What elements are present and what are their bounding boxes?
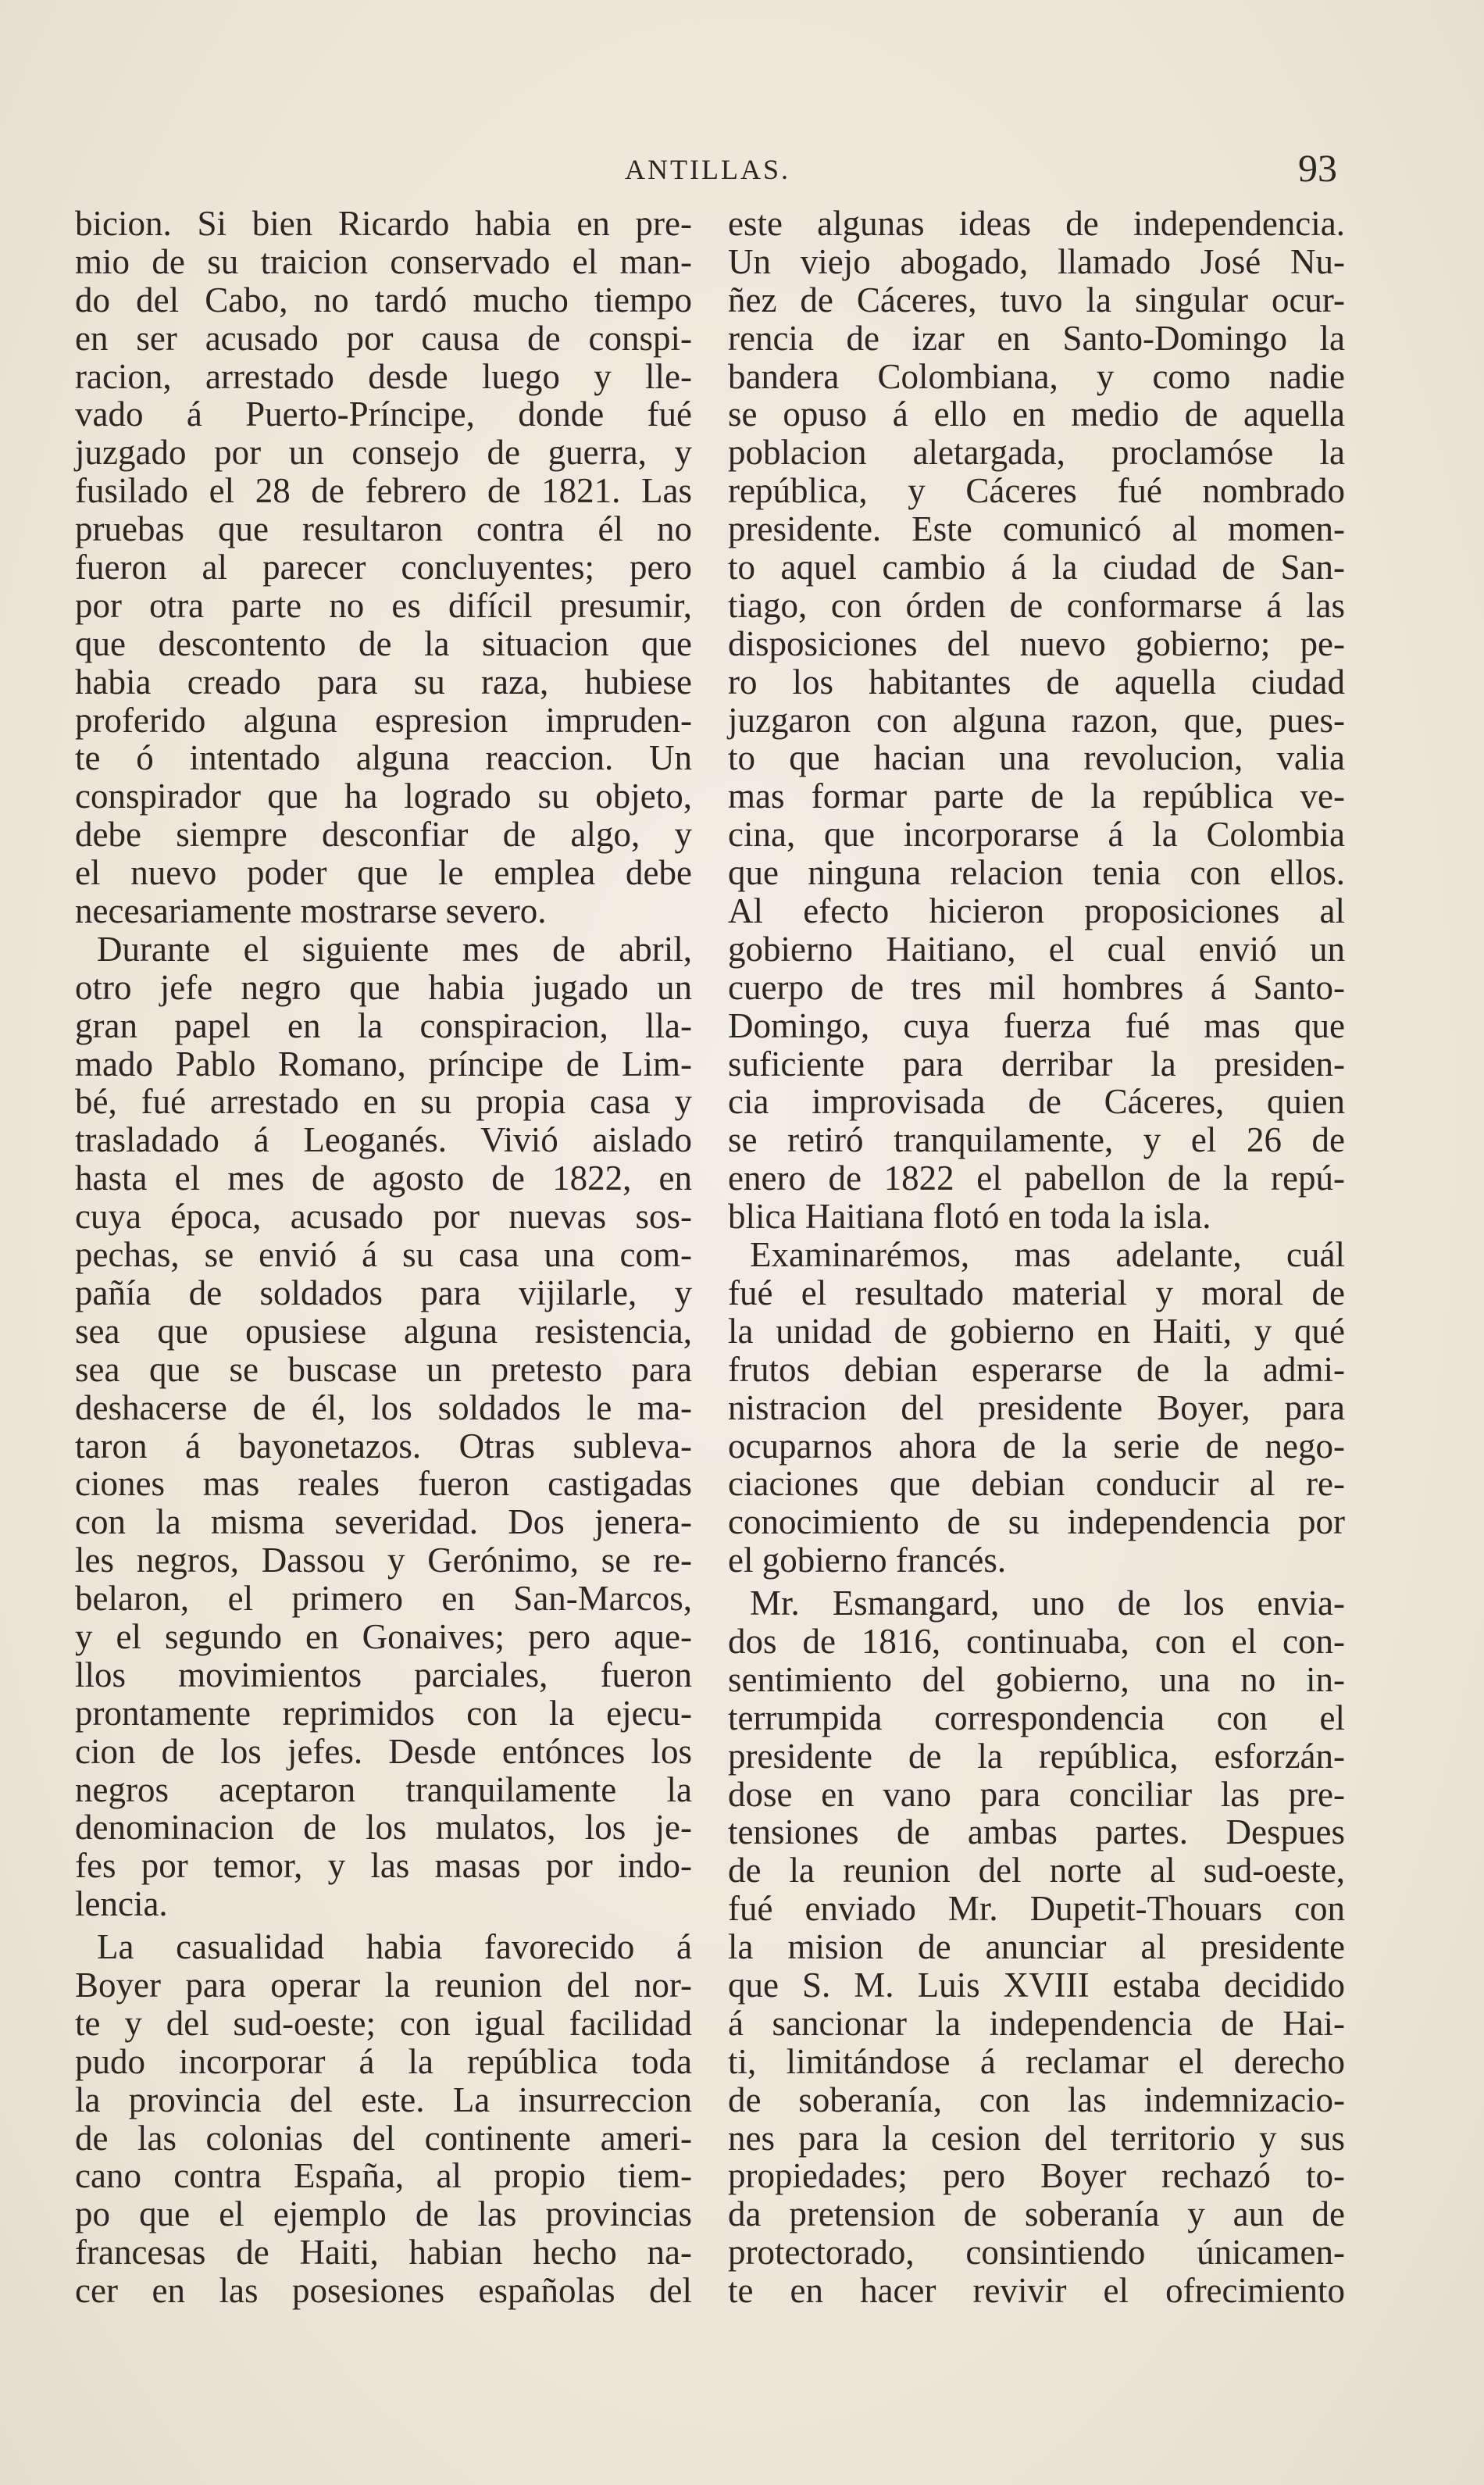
text-line: suficiente para derribar la presiden- bbox=[728, 1044, 1345, 1084]
text-line: Boyer para operar la reunion del nor- bbox=[75, 1965, 692, 2005]
text-line: la mision de anunciar al presidente bbox=[728, 1927, 1345, 1967]
text-line: debe siempre desconfiar de algo, y bbox=[75, 815, 692, 855]
text-line: de soberanía, con las indemnizacio- bbox=[728, 2080, 1345, 2119]
text-line: blica Haitiana flotó en toda la isla. bbox=[728, 1197, 1211, 1237]
text-line: Mr. Esmangard, uno de los envia- bbox=[750, 1583, 1345, 1623]
text-line: vado á Puerto-Príncipe, donde fué bbox=[75, 395, 692, 434]
text-line: nistracion del presidente Boyer, para bbox=[728, 1387, 1345, 1427]
text-line: lencia. bbox=[75, 1884, 168, 1924]
text-line: tiago, con órden de conformarse á las bbox=[728, 585, 1345, 625]
text-line: denominacion de los mulatos, los je- bbox=[75, 1808, 692, 1848]
left-column bbox=[75, 205, 692, 2310]
text-line: terrumpida correspondencia con el bbox=[728, 1698, 1345, 1737]
text-line: llos movimientos parciales, fueron bbox=[75, 1655, 692, 1694]
text-line: propiedades; pero Boyer rechazó to- bbox=[728, 2156, 1345, 2196]
text-line: Un viejo abogado, llamado José Nu- bbox=[728, 241, 1345, 281]
text-line: bé, fué arrestado en su propia casa y bbox=[75, 1082, 692, 1122]
text-line: el gobierno francés. bbox=[728, 1541, 1007, 1580]
text-line: bicion. Si bien Ricardo habia en pre- bbox=[75, 204, 692, 243]
text-line: te en hacer revivir el ofrecimiento bbox=[728, 2271, 1345, 2311]
text-line: otro jefe negro que habia jugado un bbox=[75, 967, 692, 1007]
text-line: ti, limitándose á reclamar el derecho bbox=[728, 2041, 1345, 2081]
text-line: gran papel en la conspiracion, lla- bbox=[75, 1005, 692, 1045]
text-line: La casualidad habia favorecido á bbox=[97, 1927, 692, 1967]
text-line: juzgado por un consejo de guerra, y bbox=[75, 433, 692, 473]
text-line: Domingo, cuya fuerza fué mas que bbox=[728, 1005, 1345, 1045]
text-line: en ser acusado por causa de conspi- bbox=[75, 318, 692, 358]
text-line: gobierno Haitiano, el cual envió un bbox=[728, 929, 1345, 969]
text-line: cuya época, acusado por nuevas sos- bbox=[75, 1197, 692, 1237]
text-line: Durante el siguiente mes de abril, bbox=[97, 929, 692, 969]
text-line: fusilado el 28 de febrero de 1821. Las bbox=[75, 471, 692, 511]
text-line: con la misma severidad. Dos jenera- bbox=[75, 1502, 692, 1542]
text-line: fué el resultado material y moral de bbox=[728, 1273, 1345, 1312]
text-line: sea que se buscase un pretesto para bbox=[75, 1349, 692, 1389]
text-line: y el segundo en Gonaives; pero aque- bbox=[75, 1616, 692, 1656]
text-line: deshacerse de él, los soldados le ma- bbox=[75, 1387, 692, 1427]
text-line: ciaciones que debian conducir al re- bbox=[728, 1464, 1345, 1504]
text-line: te ó intentado alguna reaccion. Un bbox=[75, 738, 692, 778]
text-line: ciones mas reales fueron castigadas bbox=[75, 1464, 692, 1504]
text-line: necesariamente mostrarse severo. bbox=[75, 891, 547, 931]
text-line: el nuevo poder que le emplea debe bbox=[75, 853, 692, 893]
text-line: á sancionar la independencia de Hai- bbox=[728, 2003, 1345, 2043]
text-line: nes para la cesion del territorio y sus bbox=[728, 2118, 1345, 2158]
text-line: pañía de soldados para vijilarle, y bbox=[75, 1273, 692, 1312]
text-line: Al efecto hicieron proposiciones al bbox=[728, 891, 1345, 931]
running-head: ANTILLAS. bbox=[625, 154, 790, 185]
text-line: juzgaron con alguna razon, que, pues- bbox=[728, 700, 1345, 740]
text-line: po que el ejemplo de las provincias bbox=[75, 2194, 692, 2234]
text-line: fué enviado Mr. Dupetit-Thouars con bbox=[728, 1889, 1345, 1929]
text-line: pruebas que resultaron contra él no bbox=[75, 509, 692, 549]
text-line: ocuparnos ahora de la serie de nego- bbox=[728, 1426, 1345, 1466]
text-line: este algunas ideas de independencia. bbox=[728, 204, 1345, 243]
text-line: mio de su traicion conservado el man- bbox=[75, 241, 692, 281]
text-line: cion de los jefes. Desde entónces los bbox=[75, 1731, 692, 1771]
text-line: taron á bayonetazos. Otras subleva- bbox=[75, 1426, 692, 1466]
text-line: frutos debian esperarse de la admi- bbox=[728, 1349, 1345, 1389]
text-line: poblacion aletargada, proclamóse la bbox=[728, 433, 1345, 473]
page-number: 93 bbox=[1298, 146, 1337, 190]
text-line: conocimiento de su independencia por bbox=[728, 1502, 1345, 1542]
text-line: do del Cabo, no tardó mucho tiempo bbox=[75, 280, 692, 320]
text-line: la unidad de gobierno en Haiti, y qué bbox=[728, 1311, 1345, 1351]
text-line: dose en vano para conciliar las pre- bbox=[728, 1774, 1345, 1814]
text-line: de la reunion del norte al sud-oeste, bbox=[728, 1851, 1345, 1891]
text-line: que S. M. Luis XVIII estaba decidido bbox=[728, 1965, 1345, 2005]
text-line: fes por temor, y las masas por indo- bbox=[75, 1846, 692, 1886]
text-line: tensiones de ambas partes. Despues bbox=[728, 1812, 1345, 1852]
text-line: francesas de Haiti, habian hecho na- bbox=[75, 2233, 692, 2273]
text-line: conspirador que ha logrado su objeto, bbox=[75, 777, 692, 816]
text-line: to que hacian una revolucion, valia bbox=[728, 738, 1345, 778]
text-line: belaron, el primero en San-Marcos, bbox=[75, 1579, 692, 1619]
text-line: presidente. Este comunicó al momen- bbox=[728, 509, 1345, 549]
text-line: te y del sud-oeste; con igual facilidad bbox=[75, 2003, 692, 2043]
text-line: habia creado para su raza, hubiese bbox=[75, 662, 692, 702]
text-line: que descontento de la situacion que bbox=[75, 623, 692, 663]
text-line: Examinarémos, mas adelante, cuál bbox=[750, 1235, 1345, 1275]
text-line: to aquel cambio á la ciudad de San- bbox=[728, 548, 1345, 587]
text-line: la provincia del este. La insurreccion bbox=[75, 2080, 692, 2119]
text-line: ñez de Cáceres, tuvo la singular ocur- bbox=[728, 280, 1345, 320]
text-line: cuerpo de tres mil hombres á Santo- bbox=[728, 967, 1345, 1007]
text-line: les negros, Dassou y Gerónimo, se re- bbox=[75, 1541, 692, 1580]
text-line: que ninguna relacion tenia con ellos. bbox=[728, 853, 1345, 893]
text-line: presidente de la república, esforzán- bbox=[728, 1736, 1345, 1776]
text-line: dos de 1816, continuaba, con el con- bbox=[728, 1621, 1345, 1661]
text-line: ro los habitantes de aquella ciudad bbox=[728, 662, 1345, 702]
text-line: negros aceptaron tranquilamente la bbox=[75, 1769, 692, 1809]
text-line: cina, que incorporarse á la Colombia bbox=[728, 815, 1345, 855]
text-line: cer en las posesiones españolas del bbox=[75, 2271, 692, 2311]
text-line: prontamente reprimidos con la ejecu- bbox=[75, 1693, 692, 1733]
text-line: fueron al parecer concluyentes; pero bbox=[75, 548, 692, 587]
text-line: mas formar parte de la república ve- bbox=[728, 777, 1345, 816]
right-column bbox=[728, 205, 1345, 2310]
text-line: se retiró tranquilamente, y el 26 de bbox=[728, 1120, 1345, 1160]
text-line: hasta el mes de agosto de 1822, en bbox=[75, 1159, 692, 1198]
text-line: proferido alguna espresion impruden- bbox=[75, 700, 692, 740]
text-line: sentimiento del gobierno, una no in- bbox=[728, 1659, 1345, 1699]
text-line: trasladado á Leoganés. Vivió aislado bbox=[75, 1120, 692, 1160]
text-line: enero de 1822 el pabellon de la repú- bbox=[728, 1159, 1345, 1198]
text-line: racion, arrestado desde luego y lle- bbox=[75, 356, 692, 396]
text-line: disposiciones del nuevo gobierno; pe- bbox=[728, 623, 1345, 663]
text-line: bandera Colombiana, y como nadie bbox=[728, 356, 1345, 396]
text-line: cano contra España, al propio tiem- bbox=[75, 2156, 692, 2196]
text-line: da pretension de soberanía y aun de bbox=[728, 2194, 1345, 2234]
text-line: se opuso á ello en medio de aquella bbox=[728, 395, 1345, 434]
text-line: pudo incorporar á la república toda bbox=[75, 2041, 692, 2081]
text-line: sea que opusiese alguna resistencia, bbox=[75, 1311, 692, 1351]
text-line: pechas, se envió á su casa una com- bbox=[75, 1235, 692, 1275]
text-line: rencia de izar en Santo-Domingo la bbox=[728, 318, 1345, 358]
text-line: mado Pablo Romano, príncipe de Lim- bbox=[75, 1044, 692, 1084]
text-line: de las colonias del continente ameri- bbox=[75, 2118, 692, 2158]
text-line: república, y Cáceres fué nombrado bbox=[728, 471, 1345, 511]
text-line: por otra parte no es difícil presumir, bbox=[75, 585, 692, 625]
text-line: protectorado, consintiendo únicamen- bbox=[728, 2233, 1345, 2273]
text-line: cia improvisada de Cáceres, quien bbox=[728, 1082, 1345, 1122]
